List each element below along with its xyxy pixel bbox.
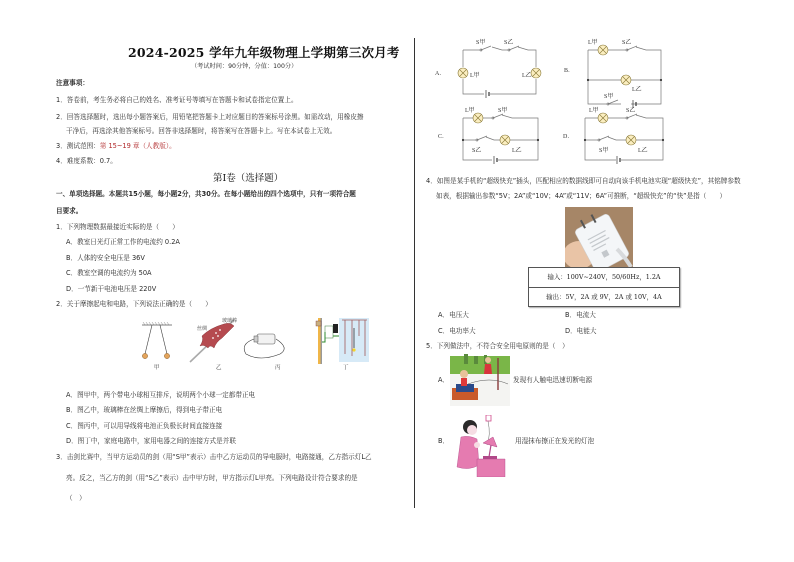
q5-option-a-text: 发现有人触电迅速切断电源 — [513, 376, 593, 384]
test-scope-highlight: 第 15~19 章（人教版）。 — [99, 142, 176, 150]
figure-bing-battery-short-circuit — [244, 334, 284, 358]
note-1: 1．答卷前，考生务必将自己的姓名、准考证号等填写在答题卡和试卷指定位置上。 — [56, 96, 298, 104]
q5-option-b-text: 用湿抹布擦正在发光的灯泡 — [515, 437, 595, 445]
charger-spec-table — [528, 267, 680, 307]
q5-option-a-image — [450, 354, 512, 406]
circuit-b-l1: L甲 — [588, 40, 598, 46]
figure-ding-household-circuit — [316, 318, 369, 364]
q1-option-a: A．教室日光灯正常工作的电流约 0.2A — [66, 238, 180, 246]
circuit-b-l2: L乙 — [632, 87, 642, 93]
circuit-c-s2: S乙 — [472, 148, 482, 154]
q2-figure — [130, 314, 370, 370]
figure-jia-pendulums — [142, 322, 172, 359]
q3-stem-line1: 3．击剑比赛中，当甲方运动员的剑（用“S甲”表示）击中乙方运动员的导电服时，电路接通，乙方指示灯L乙 — [56, 453, 372, 461]
q2-option-d: D．图丁中，家庭电路中，家用电器之间的连接方式是并联 — [66, 437, 236, 445]
q2-option-b: B．图乙中，玻璃棒在丝绸上摩擦后，得到电子带正电 — [66, 406, 223, 414]
q4-option-a: A．电压大 — [438, 311, 469, 319]
q4-option-b: B．电流大 — [565, 311, 596, 319]
circuit-a-label: A． — [435, 71, 446, 77]
q2-stem: 2．关于摩擦起电和电路，下列说法正确的是（ ） — [56, 300, 212, 308]
note-2-cont: 干净后，再选涂其他答案标号。回答非选择题时，将答案写在答题卡上。写在本试卷上无效。 — [66, 127, 337, 135]
label-glass-rod: 玻璃棒 — [222, 319, 238, 324]
notes-heading: 注意事项： — [56, 79, 89, 87]
figure-label-bing: 丙 — [275, 365, 281, 370]
q3-circuit-options — [428, 34, 668, 164]
q5-option-b-image — [455, 415, 515, 477]
spec-input: 输入：100V~240V，50/60Hz，1.2A — [547, 273, 661, 281]
circuit-d-l2: L乙 — [638, 148, 648, 154]
part-one-instructions: 一、单项选择题。本题共15小题，每小题2分，共30分。在每小题给出的四个选项中，只有一项符合题 — [56, 190, 356, 198]
section-title: 第Ⅰ卷（选择题） — [213, 173, 284, 184]
circuit-d-s1: S甲 — [599, 148, 609, 154]
circuit-c-label: C． — [438, 134, 449, 140]
q2-option-c: C．图丙中，可以用导线将电池正负极长时间直接连接 — [66, 422, 223, 430]
label-silk: 丝绸 — [197, 327, 208, 332]
q1-option-b: B．人体的安全电压是 36V — [66, 254, 145, 262]
note-2: 2．回答选择题时，选出每小题答案后，用铅笔把答题卡上对应题目的答案标号涂黑。如需改动，用橡皮擦 — [56, 113, 364, 121]
note-3-label: 3．测试范围： — [56, 142, 100, 150]
q4-option-c: C．电功率大 — [438, 327, 476, 335]
q4-stem-line2: 如表，根据输出参数“5V；2A”或“10V；4A”或“11V；6A”可推断，“超级快充”的“快”是指（ ） — [436, 192, 727, 200]
q1-option-d: D．一节新干电池电压是 220V — [66, 285, 157, 293]
circuit-a-s1: S甲 — [476, 40, 486, 46]
charger-photo — [565, 207, 633, 267]
figure-label-yi: 乙 — [216, 365, 222, 370]
q3-stem-line3: （ ） — [66, 494, 86, 502]
exam-title: 2024-2025 学年九年级物理上学期第三次月考 — [128, 45, 400, 60]
circuit-b-s2: S乙 — [622, 40, 632, 46]
figure-label-ding: 丁 — [343, 365, 349, 370]
spec-output: 输出：5V，2A 或 9V，2A 或 10V，4A — [529, 287, 679, 307]
q5-option-b-label: B． — [438, 437, 450, 445]
circuit-a-l1: L甲 — [470, 73, 480, 79]
exam-subtitle: （考试时间：90分钟，分值：100分） — [191, 63, 298, 70]
q1-stem: 1．下列物理数据最接近实际的是（ ） — [56, 223, 179, 231]
column-divider — [414, 38, 415, 508]
figure-yi-silk-glass-rod — [190, 317, 237, 362]
circuit-a — [463, 46, 536, 98]
q5-stem: 5．下列做法中，不符合安全用电原则的是（ ） — [426, 342, 569, 350]
q1-option-c: C．教室空调的电流约为 50A — [66, 269, 152, 277]
circuit-b-label: B． — [564, 68, 575, 74]
q5-option-a-label: A． — [438, 376, 450, 384]
figure-label-jia: 甲 — [154, 365, 160, 370]
circuit-c-s1: S甲 — [498, 108, 508, 114]
circuit-b-s1: S甲 — [604, 94, 614, 100]
circuit-d-label: D． — [563, 134, 574, 140]
part-one-instructions-cont: 目要求。 — [56, 207, 83, 215]
q4-stem-line1: 4．如图是某手机的“超级快充”插头，匹配相应的数据线即可自动向该手机电池实现“超级快充”，其铭牌参数 — [426, 177, 741, 185]
circuit-c-l2: L乙 — [512, 148, 522, 154]
circuit-d-s2: S乙 — [626, 108, 636, 114]
q4-option-d: D．电能大 — [565, 327, 597, 335]
note-4: 4．难度系数：0.7。 — [56, 157, 117, 165]
circuit-d-l1: L甲 — [589, 108, 599, 114]
circuit-a-s2: S乙 — [504, 40, 514, 46]
circuit-c-l1: L甲 — [465, 108, 475, 114]
circuit-a-l2: L乙 — [522, 73, 532, 79]
note-3 — [56, 142, 176, 151]
q2-option-a: A．图甲中，两个带电小球相互排斥，说明两个小球一定都带正电 — [66, 391, 256, 399]
circuit-d — [585, 114, 663, 164]
q3-stem-line2: 亮。反之，当乙方的剑（用“S乙”表示）击中甲方时，甲方指示灯L甲亮。下列电路设计符合要求的是 — [66, 474, 358, 482]
